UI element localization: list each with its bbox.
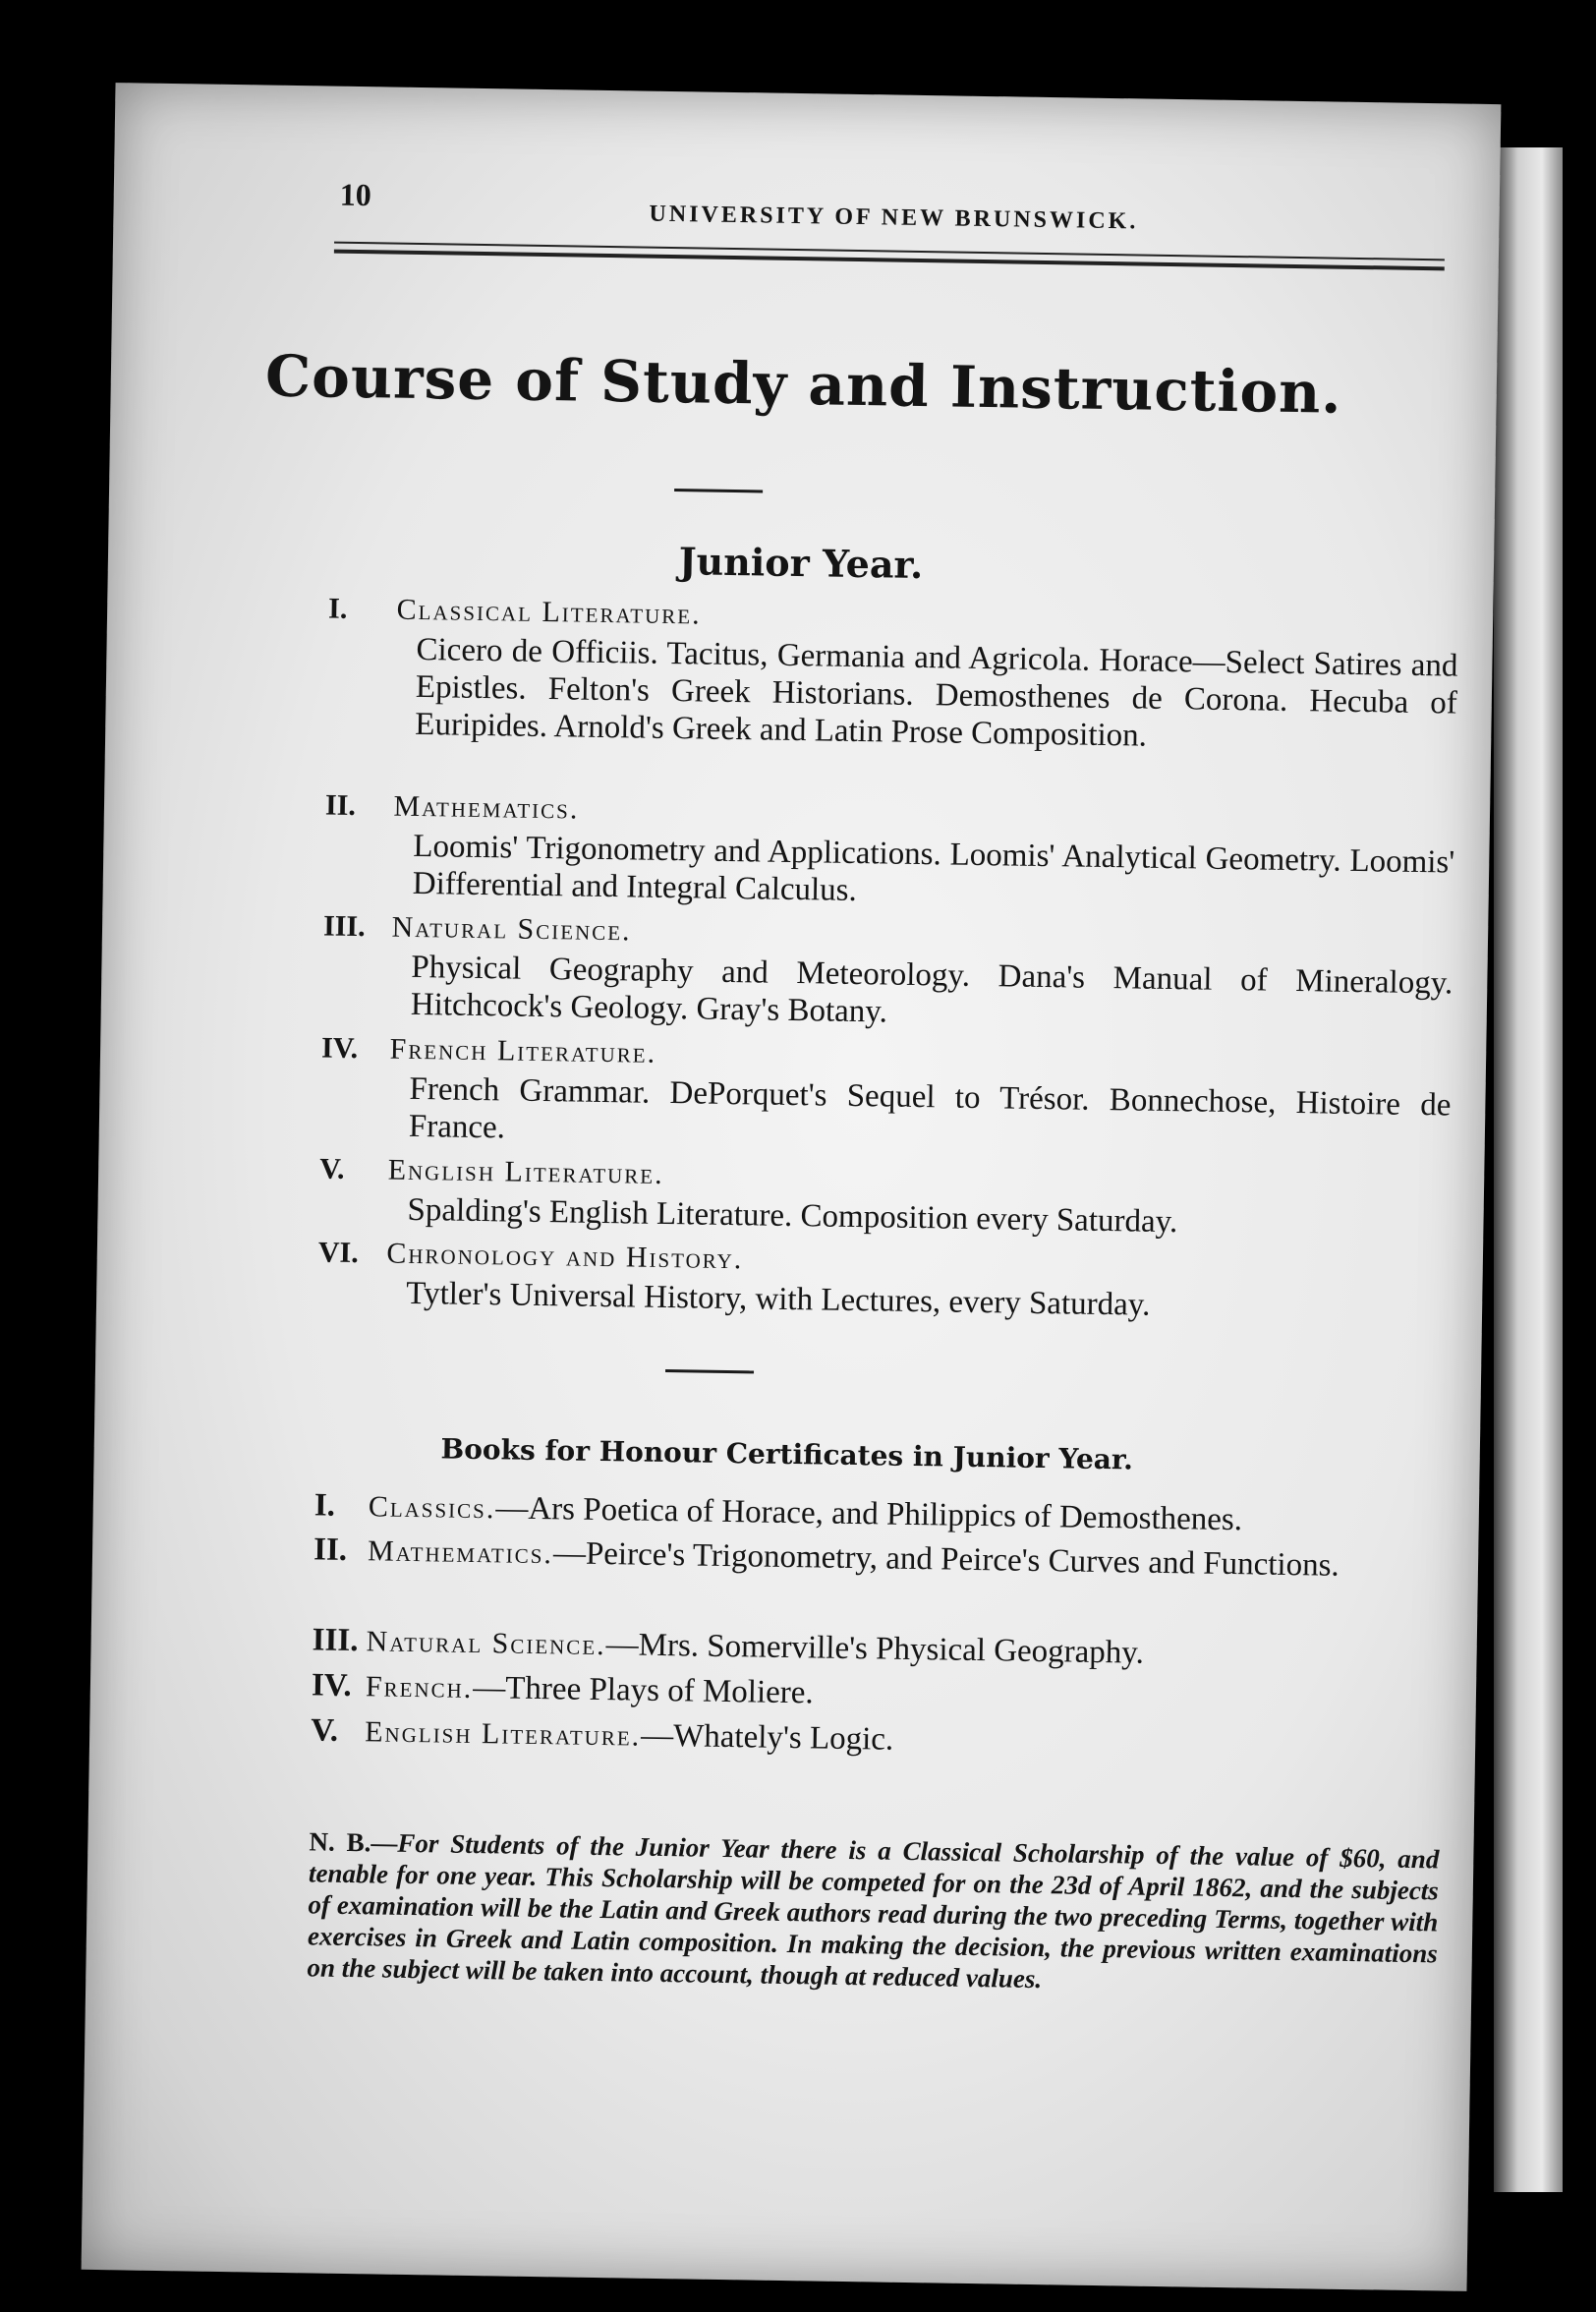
subject-body: Physical Geography and Meteorology. Dana's Manual of Mineralogy. Hitchcock's Geology. Gray's Botany. — [410, 949, 1454, 1030]
title-divider — [674, 489, 763, 492]
honour-numeral: V. — [310, 1712, 339, 1749]
honour-text: —Peirce's Trigonometry, and Peirce's Curves and Functions. — [552, 1535, 1340, 1584]
honour-text: —Ars Poetica of Horace, and Philippics of Demosthenes. — [495, 1490, 1243, 1538]
honours-heading: Books for Honour Certificates in Junior Year. — [440, 1432, 1134, 1476]
subject-body: Tytler's Universal History, with Lectures, every Saturday. — [405, 1275, 1151, 1323]
honour-numeral: I. — [314, 1487, 336, 1524]
running-head: UNIVERSITY OF NEW BRUNSWICK. — [649, 201, 1139, 235]
honour-numeral: III. — [312, 1622, 359, 1659]
honour-numeral: IV. — [311, 1667, 352, 1705]
honour-label: Mathematics. — [367, 1534, 554, 1571]
subject-title: Classical Literature. — [396, 593, 702, 631]
subject-body: Cicero de Officiis. Tacitus, Germania and Agricola. Horace—Select Satires and Epistles. Felton's Greek Historians. Demosthenes de Corona. Hecuba of Euripides. Arnold's Greek and Latin Prose Composition. — [415, 631, 1458, 754]
subject-natural-science — [322, 909, 1454, 1039]
subject-title: French Literature. — [389, 1032, 657, 1069]
honour-label: Classics. — [368, 1490, 496, 1526]
honour-text: —Whately's Logic. — [640, 1717, 894, 1758]
subject-mathematics — [324, 789, 1456, 919]
page-title: Course of Study and Instruction. — [264, 342, 1343, 427]
subject-numeral: I. — [327, 592, 348, 625]
subject-french-literature — [320, 1031, 1453, 1161]
page-number: 10 — [339, 176, 372, 213]
honour-label: English Literature. — [364, 1715, 642, 1753]
subject-chronology-history — [317, 1236, 1449, 1328]
subject-numeral: V. — [318, 1152, 345, 1185]
subject-numeral: II. — [324, 788, 357, 822]
subject-body: French Grammar. DePorquet's Sequel to Trésor. Bonnechose, Histoire de France. — [408, 1070, 1452, 1146]
subject-title: Mathematics. — [393, 789, 580, 826]
honour-label: Natural Science. — [366, 1625, 606, 1662]
note-text: For Students of the Junior Year there is a Classical Scholarship of the value of $60, and tenable for one year. This Scholarship will be competed for on the 23d of April 1862, and the subjects of examination will be the Latin and Greek authors read during the two preceding Terms, together with exercises in Greek and Latin composition. In making the decision, the previous written examinations on the subject will be taken into account, though at reduced values. — [307, 1827, 1440, 1994]
subject-title: English Literature. — [387, 1153, 664, 1190]
note-label: N. B.— — [309, 1826, 398, 1858]
book-page — [82, 83, 1502, 2291]
subject-english-literature — [318, 1152, 1450, 1244]
honour-label: French. — [365, 1670, 474, 1705]
header-rule-thick — [334, 250, 1445, 271]
subject-title: Natural Science. — [391, 910, 632, 948]
honour-item — [311, 1711, 1441, 1767]
subject-numeral: III. — [322, 909, 366, 944]
subject-title: Chronology and History. — [386, 1237, 744, 1276]
section-divider — [665, 1369, 754, 1373]
honour-text: —Mrs. Somerville's Physical Geography. — [605, 1627, 1145, 1671]
honour-numeral: II. — [313, 1532, 348, 1568]
subject-body: Loomis' Trigonometry and Applications. Loomis' Analytical Geometry. Loomis' Differential and Integral Calculus. — [412, 828, 1455, 909]
subject-numeral: IV. — [320, 1031, 359, 1066]
adjacent-page-edge — [1494, 147, 1563, 2192]
section-heading: Junior Year. — [678, 539, 924, 588]
subject-body: Spalding's English Literature. Composition every Saturday. — [407, 1191, 1178, 1241]
scholarship-note — [307, 1825, 1439, 2000]
subject-classical-literature — [326, 593, 1458, 760]
honour-text: —Three Plays of Moliere. — [473, 1669, 814, 1711]
subject-numeral: VI. — [317, 1236, 359, 1270]
